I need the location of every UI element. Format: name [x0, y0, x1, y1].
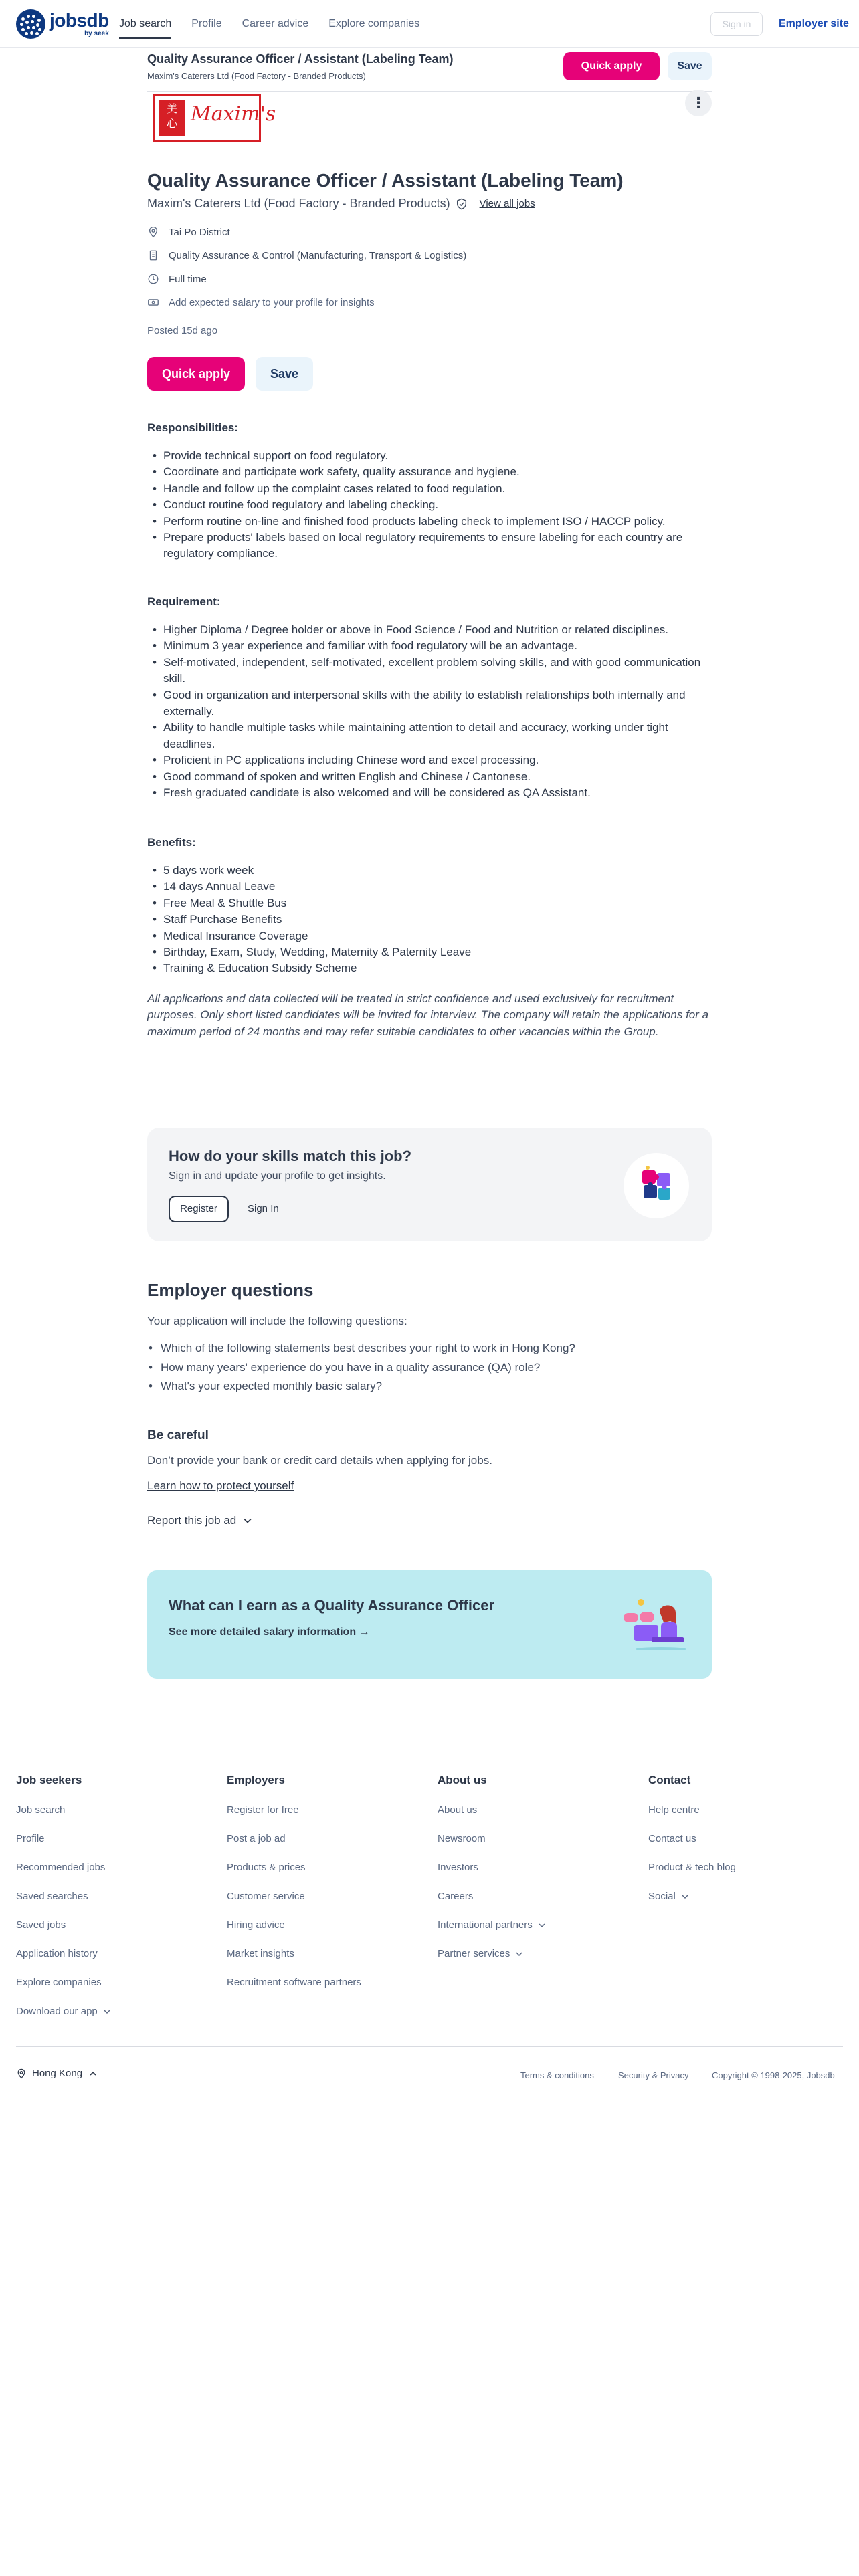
- footer-heading: Job seekers: [16, 1774, 82, 1786]
- skills-match-card: [147, 1128, 712, 1241]
- footer-link-label: Download our app: [16, 2006, 98, 2017]
- job-work-type: [147, 273, 207, 285]
- job-salary-prompt: [147, 296, 375, 308]
- list-item: • Ability to handle multiple tasks while maintaining attention to detail and accuracy, working under tight deadlines.: [147, 720, 716, 752]
- sign-in-link[interactable]: Sign In: [248, 1203, 279, 1214]
- privacy-disclaimer: All applications and data collected will be treated in strict confidence and used exclusively for recruitment purposes. Only short listed candidates will be invited for interview. The company will retain the applications for a maximum period of 24 months and may refer suitable candidates to other vacancies within the Group.: [147, 992, 709, 1038]
- company-logo-seal: [159, 100, 185, 136]
- list-item: • Perform routine on-line and finished food products labeling check to implement ISO / HACCP policy.: [147, 514, 716, 530]
- seal-char-bottom: 心: [166, 118, 177, 130]
- footer-about: [438, 1774, 638, 1977]
- sticky-job-title: Quality Assurance Officer / Assistant (Labeling Team): [147, 52, 454, 66]
- location-pin-icon: [16, 2068, 27, 2079]
- terms-link[interactable]: Terms & conditions: [520, 2070, 594, 2080]
- footer-international-partners[interactable]: [438, 1919, 638, 1948]
- region-label: Hong Kong: [32, 2068, 83, 2079]
- money-icon: [147, 296, 159, 308]
- footer-link[interactable]: Help centre: [648, 1804, 700, 1816]
- footer-download-app[interactable]: [16, 2006, 217, 2034]
- footer-link[interactable]: Post a job ad: [227, 1833, 286, 1844]
- list-item: • Training & Education Subsidy Scheme: [147, 960, 716, 976]
- footer-link[interactable]: Recruitment software partners: [227, 1977, 361, 1988]
- list-item: • Fresh graduated candidate is also welcomed and will be considered as QA Assistant.: [147, 785, 716, 801]
- employer-questions-intro: Your application will include the following questions:: [147, 1315, 407, 1327]
- benefits-heading: Benefits:: [147, 836, 196, 849]
- be-careful-heading: Be careful: [147, 1428, 209, 1442]
- skills-text: Sign in and update your profile to get insights.: [169, 1170, 386, 1182]
- footer-partner-services[interactable]: [438, 1948, 638, 1977]
- list-item: • How many years' experience do you have in a quality assurance (QA) role?: [147, 1358, 575, 1378]
- footer-employers: [227, 1774, 427, 2006]
- job-work-type-text: Full time: [169, 273, 207, 285]
- chevron-down-icon: [681, 1893, 689, 1901]
- job-classification-text[interactable]: Quality Assurance & Control (Manufacturing, Transport & Logistics): [169, 249, 467, 261]
- footer-link[interactable]: Customer service: [227, 1891, 305, 1902]
- puzzle-icon: [624, 1153, 689, 1218]
- footer-job-seekers: [16, 1774, 217, 2034]
- footer-social[interactable]: [648, 1891, 849, 1919]
- location-pin-icon: [147, 226, 159, 238]
- clock-icon: [147, 273, 159, 285]
- copyright: Copyright © 1998-2025, Jobsdb: [712, 2070, 835, 2080]
- list-item: • Birthday, Exam, Study, Wedding, Maternity & Paternity Leave: [147, 944, 716, 960]
- list-item: • Free Meal & Shuttle Bus: [147, 895, 716, 911]
- footer-link[interactable]: Job search: [16, 1804, 66, 1816]
- chevron-down-icon: [515, 1950, 523, 1958]
- list-item: • 5 days work week: [147, 863, 716, 879]
- seal-char-top: 美: [166, 104, 177, 115]
- sticky-save-button[interactable]: Save: [668, 52, 712, 80]
- employer-site-link[interactable]: Employer site: [779, 18, 849, 29]
- divider: [147, 91, 712, 92]
- privacy-link[interactable]: Security & Privacy: [618, 2070, 689, 2080]
- nav-career-advice[interactable]: Career advice: [242, 18, 309, 29]
- chevron-down-icon: [103, 2008, 111, 2016]
- chevron-down-icon: [243, 1516, 252, 1525]
- jobsdb-logo-icon: [16, 9, 45, 39]
- chevron-down-icon: [538, 1921, 546, 1929]
- list-item: • Minimum 3 year experience and familiar with food regulatory will be an advantage.: [147, 638, 716, 654]
- list-item: • Self-motivated, independent, self-motivated, excellent problem solving skills, and with good communication skill.: [147, 655, 716, 687]
- sticky-job-header: [147, 48, 712, 92]
- requirement-heading: Requirement:: [147, 595, 221, 608]
- salary-info-link[interactable]: See more detailed salary information →: [169, 1626, 370, 1638]
- region-selector[interactable]: [16, 2068, 97, 2079]
- footer-link[interactable]: Newsroom: [438, 1833, 486, 1844]
- footer-heading: Contact: [648, 1774, 691, 1786]
- footer-link[interactable]: Hiring advice: [227, 1919, 285, 1931]
- save-button[interactable]: Save: [256, 357, 313, 391]
- footer-link[interactable]: Products & prices: [227, 1862, 306, 1873]
- list-item: • Which of the following statements best describes your right to work in Hong Kong?: [147, 1339, 575, 1358]
- list-item: • 14 days Annual Leave: [147, 879, 716, 895]
- report-label: Report this job ad: [147, 1514, 237, 1527]
- posted-date: Posted 15d ago: [147, 325, 218, 336]
- be-careful-text: Don’t provide your bank or credit card details when applying for jobs.: [147, 1454, 492, 1467]
- footer-link[interactable]: Investors: [438, 1862, 478, 1873]
- footer-link-label: International partners: [438, 1919, 533, 1931]
- company-logo-wordmark: Maxim's: [191, 102, 276, 126]
- company-name[interactable]: Maxim's Caterers Ltd (Food Factory - Branded Products): [147, 197, 450, 210]
- list-item: • Provide technical support on food regulatory.: [147, 448, 716, 464]
- company-logo: [153, 94, 276, 142]
- footer-link-label: Partner services: [438, 1948, 510, 1959]
- job-classification: [147, 249, 466, 261]
- list-item: • Handle and follow up the complaint cases related to food regulation.: [147, 481, 716, 497]
- list-item: • Coordinate and participate work safety, quality assurance and hygiene.: [147, 464, 716, 480]
- footer-link[interactable]: Explore companies: [16, 1977, 102, 1988]
- employer-questions-heading: Employer questions: [147, 1280, 314, 1300]
- chevron-up-icon: [89, 2070, 97, 2078]
- nav-job-search[interactable]: Job search: [119, 0, 171, 48]
- register-button[interactable]: Register: [169, 1196, 229, 1222]
- footer-link[interactable]: Saved jobs: [16, 1919, 66, 1931]
- brand-by: by seek: [84, 29, 109, 37]
- skills-heading: How do your skills match this job?: [169, 1148, 412, 1164]
- salary-illustration: [621, 1597, 688, 1650]
- list-item: • Good in organization and interpersonal skills with the ability to establish relationships both internally and externally.: [147, 687, 716, 720]
- responsibilities-list: [147, 448, 716, 562]
- footer-contact: [648, 1774, 849, 1919]
- puzzle-illustration: [624, 1153, 689, 1218]
- job-location: [147, 226, 230, 238]
- salary-prompt-link[interactable]: Add expected salary to your profile for insights: [169, 296, 375, 308]
- footer-link[interactable]: Product & tech blog: [648, 1862, 736, 1873]
- salary-insight-card[interactable]: [147, 1570, 712, 1679]
- footer-divider: [16, 2046, 843, 2047]
- salary-heading: What can I earn as a Quality Assurance Officer: [169, 1597, 495, 1614]
- footer-link-label: Social: [648, 1891, 676, 1902]
- list-item: • Good command of spoken and written English and Chinese / Cantonese.: [147, 769, 716, 785]
- sticky-company-name: Maxim's Caterers Ltd (Food Factory - Branded Products): [147, 71, 366, 81]
- list-item: • What's your expected monthly basic salary?: [147, 1377, 575, 1396]
- responsibilities-heading: Responsibilities:: [147, 421, 239, 434]
- view-all-jobs-link[interactable]: View all jobs: [479, 198, 535, 209]
- nav-explore-companies[interactable]: Explore companies: [328, 18, 420, 29]
- report-job-ad-button[interactable]: [147, 1514, 252, 1527]
- employer-questions-list: [147, 1339, 575, 1396]
- quick-apply-button[interactable]: Quick apply: [147, 357, 245, 391]
- footer-link[interactable]: Market insights: [227, 1948, 294, 1959]
- more-options-button[interactable]: ⋮: [685, 90, 712, 116]
- top-navigation: [0, 0, 859, 48]
- protect-yourself-link[interactable]: Learn how to protect yourself: [147, 1479, 294, 1492]
- job-title: Quality Assurance Officer / Assistant (Labeling Team): [147, 170, 624, 191]
- building-icon: [147, 249, 159, 261]
- requirements-list: [147, 622, 716, 801]
- footer-link[interactable]: Contact us: [648, 1833, 696, 1844]
- list-item: • Conduct routine food regulatory and labeling checking.: [147, 497, 716, 513]
- footer-link[interactable]: Recommended jobs: [16, 1862, 106, 1873]
- verified-shield-icon: [456, 198, 468, 210]
- list-item: • Proficient in PC applications including Chinese word and excel processing.: [147, 752, 716, 768]
- list-item: • Staff Purchase Benefits: [147, 911, 716, 928]
- job-location-text: Tai Po District: [169, 226, 230, 238]
- sticky-quick-apply-button[interactable]: Quick apply: [563, 52, 660, 80]
- footer-heading: Employers: [227, 1774, 285, 1786]
- footer-link[interactable]: Saved searches: [16, 1891, 88, 1902]
- footer-heading: About us: [438, 1774, 487, 1786]
- footer-link[interactable]: About us: [438, 1804, 478, 1816]
- jobsdb-logo[interactable]: [16, 9, 109, 39]
- list-item: • Higher Diploma / Degree holder or above in Food Science / Food and Nutrition or related disciplines.: [147, 622, 716, 638]
- list-item: • Prepare products' labels based on local regulatory requirements to ensure labeling for each country are regulatory compliance.: [147, 530, 716, 562]
- footer-link[interactable]: Application history: [16, 1948, 98, 1959]
- benefits-list: [147, 863, 716, 977]
- footer-link[interactable]: Careers: [438, 1891, 474, 1902]
- footer-link[interactable]: Register for free: [227, 1804, 299, 1816]
- nav-profile[interactable]: Profile: [191, 18, 222, 29]
- list-item: • Medical Insurance Coverage: [147, 928, 716, 944]
- sign-in-button[interactable]: Sign in: [710, 12, 763, 36]
- footer-link[interactable]: Profile: [16, 1833, 45, 1844]
- brand-name: jobsdb: [50, 9, 109, 31]
